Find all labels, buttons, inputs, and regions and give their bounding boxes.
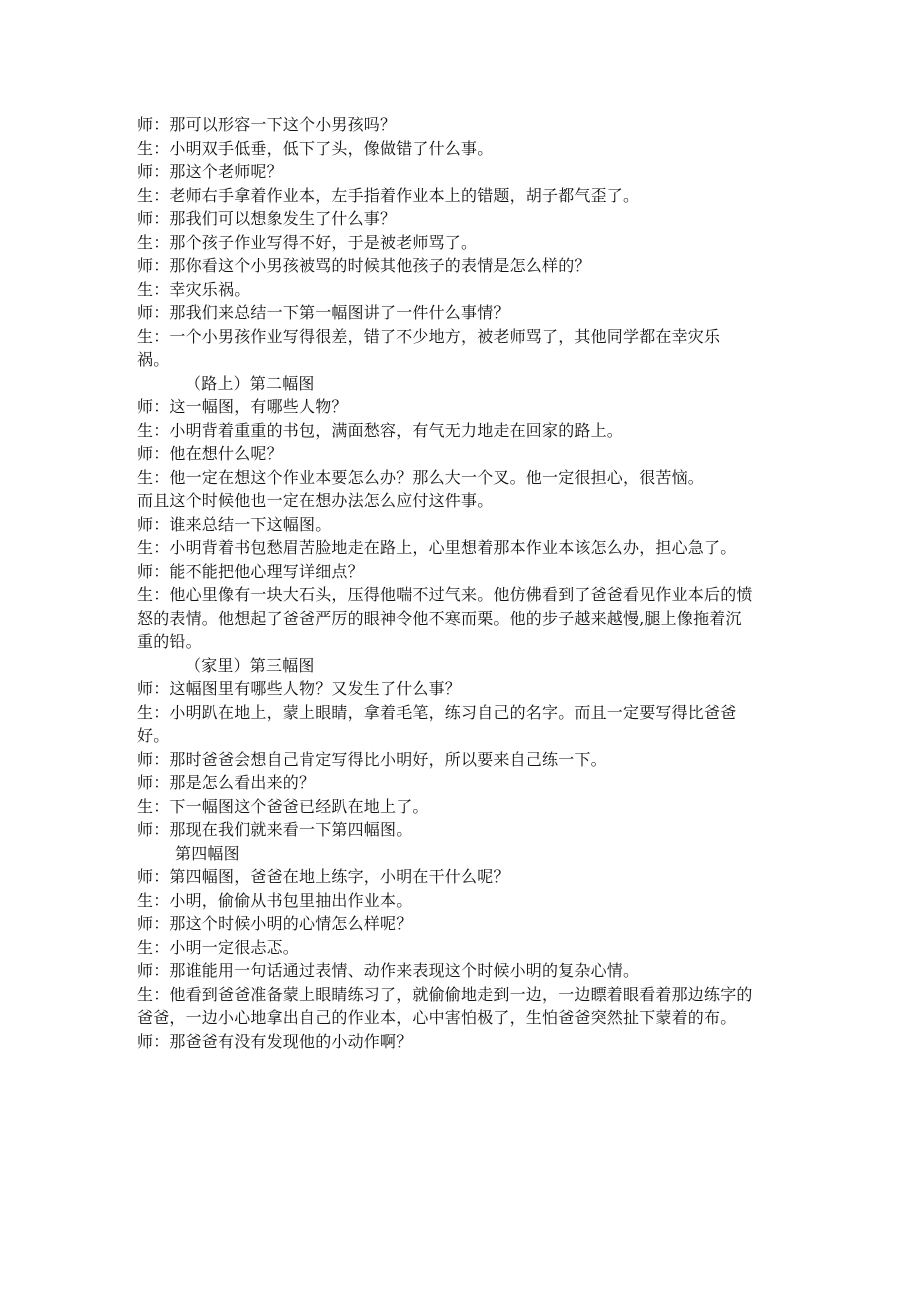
dialogue-line: 师：那这个老师呢？ [137,162,283,181]
dialogue-line: 爸爸，一边小心地拿出自己的作业本，心中害怕极了，生怕爸爸突然扯下蒙着的布。 [137,1008,737,1027]
dialogue-line: 生：他心里像有一块大石头，压得他喘不过气来。他仿佛看到了爸爸看见作业本后的愤 [137,585,753,604]
dialogue-line: 师：那这个时候小明的心情怎么样呢？ [137,914,413,933]
dialogue-line: 师：这幅图里有哪些人物？又发生了什么事？ [137,679,462,698]
dialogue-line: 师：那可以形容一下这个小男孩吗？ [137,115,397,134]
section-heading: （路上）第二幅图 [185,373,315,393]
dialogue-line: 生：小明双手低垂，低下了头，像做错了什么事。 [137,138,494,158]
dialogue-line: 师：那你看这个小男孩被骂的时候其他孩子的表情是怎么样的？ [137,256,591,275]
dialogue-line: 怒的表情。他想起了爸爸严厉的眼神令他不寒而栗。他的步子越来越慢,腿上像拖着沉 [137,608,742,628]
dialogue-line: 而且这个时候他也一定在想办法怎么应付这件事。 [137,491,494,510]
dialogue-line: 生：他看到爸爸准备蒙上眼睛练习了，就偷偷地走到一边，一边瞟着眼看着那边练字的 [137,984,753,1004]
dialogue-line: 师：他在想什么呢？ [137,444,283,463]
dialogue-line: 生：小明趴在地上，蒙上眼睛，拿着毛笔，练习自己的名字。而且一定要写得比爸爸 [137,702,737,722]
dialogue-line: 师：那我们来总结一下第一幅图讲了一件什么事情？ [137,303,510,322]
dialogue-line: 祸。 [137,350,170,369]
dialogue-line: 好。 [137,726,170,745]
dialogue-line: 师：第四幅图，爸爸在地上练字，小明在干什么呢？ [137,867,510,886]
dialogue-line: 师：那是怎么看出来的？ [137,773,316,792]
dialogue-line: 师：这一幅图，有哪些人物？ [137,397,348,416]
dialogue-line: 师：那时爸爸会想自己肯定写得比小明好，所以要来自己练一下。 [137,749,607,769]
dialogue-line: 生：小明一定很忐忑。 [137,937,300,957]
dialogue-line: 师：那爸爸有没有发现他的小动作啊？ [137,1031,413,1051]
dialogue-line: 生：一个小男孩作业写得很差，错了不少地方，被老师骂了，其他同学都在幸灾乐 [137,326,721,346]
dialogue-line: 师：谁来总结一下这幅图。 [137,514,332,534]
dialogue-line: 生：小明，偷偷从书包里抽出作业本。 [137,890,413,910]
dialogue-line: 生：下一幅图这个爸爸已经趴在地上了。 [137,796,429,816]
dialogue-line: 生：小明背着重重的书包，满面愁容，有气无力地走在回家的路上。 [137,420,624,440]
document-page [137,113,797,1053]
dialogue-line: 生：那个孩子作业写得不好，于是被老师骂了。 [137,232,478,252]
dialogue-line: 师：那谁能用一句话通过表情、动作来表现这个时候小明的复杂心情。 [137,961,640,980]
dialogue-line: 师：那现在我们就来看一下第四幅图。 [137,820,413,839]
section-heading: （家里）第三幅图 [185,655,315,675]
dialogue-line: 重的铅。 [137,632,202,651]
dialogue-line: 生：老师右手拿着作业本，左手指着作业本上的错题，胡子都气歪了。 [137,185,640,205]
dialogue-line: 师：能不能把他心理写详细点？ [137,561,364,581]
dialogue-line: 生：小明背着书包愁眉苦脸地走在路上，心里想着那本作业本该怎么办，担心急了。 [137,538,737,557]
dialogue-line: 生：幸灾乐祸。 [137,279,251,299]
dialogue-line: 师：那我们可以想象发生了什么事？ [137,209,397,228]
dialogue-line: 生：他一定在想这个作业本要怎么办？那么大一个叉。他一定很担心，很苦恼。 [137,467,705,487]
section-heading: 第四幅图 [175,843,240,863]
